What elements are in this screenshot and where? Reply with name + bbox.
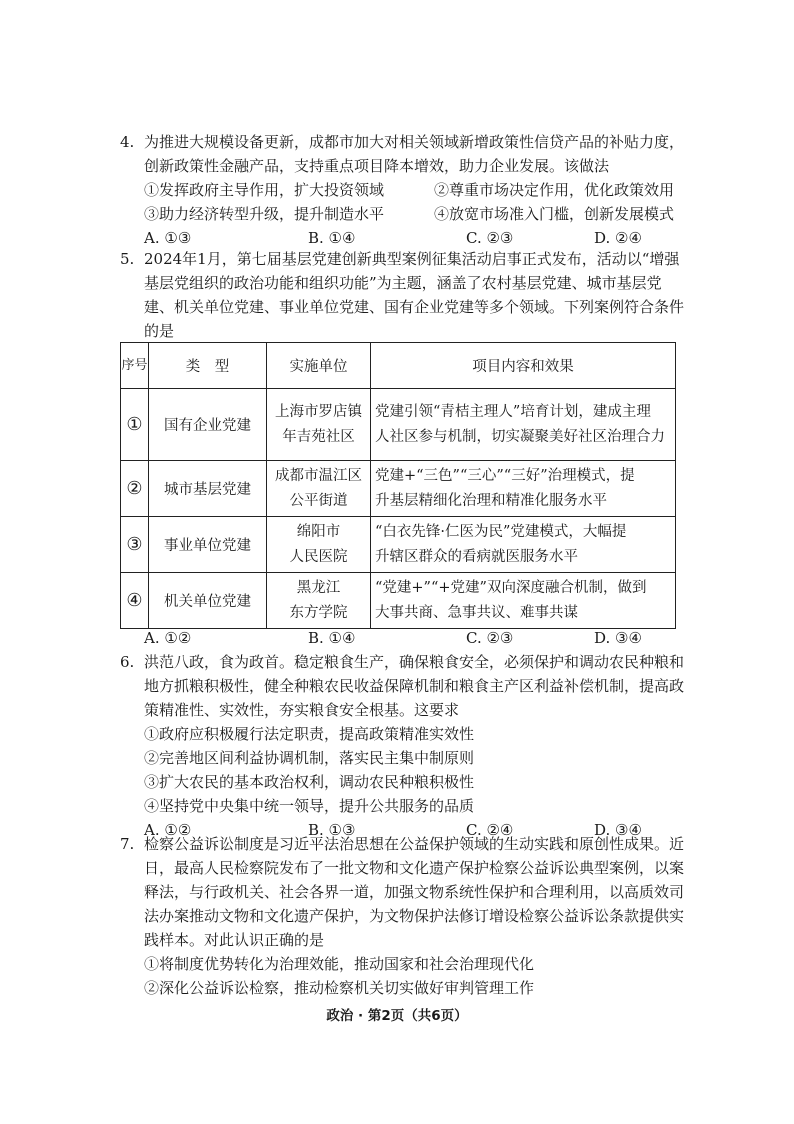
question-5 (120, 247, 685, 343)
table-row (121, 517, 676, 573)
answer-choice: A. ①② (144, 821, 192, 839)
question-number: 5. (120, 250, 135, 268)
statement-option: ②深化公益诉讼检察，推动检察机关切实做好审判管理工作 (144, 979, 535, 997)
question-text-line: 策精准性、实效性，夯实粮食安全根基。这要求 (144, 701, 460, 719)
answer-choice: D. ②④ (594, 229, 642, 247)
answer-choice: D. ③④ (594, 821, 642, 839)
row-type: 国有企业党建 (149, 389, 267, 461)
table-header-unit: 实施单位 (267, 343, 371, 389)
question-text-line: 地方抓粮积极性，健全种粮农民收益保障机制和粮食主产区利益补偿机制，提高政 (144, 677, 685, 695)
statement-option: ④坚持党中央集中统一领导，提升公共服务的品质 (144, 797, 475, 815)
question-text-line: 释法，与行政机关、社会各界一道，加强文物系统性保护和合理利用，以高质效司 (144, 883, 685, 901)
question-number: 6. (120, 653, 135, 671)
table-header-content: 项目内容和效果 (371, 343, 676, 389)
question-text-line: 日，最高人民检察院发布了一批文物和文化遗产保护检察公益诉讼典型案例，以案 (144, 859, 685, 877)
statement-option: ②完善地区间利益协调机制，落实民主集中制原则 (144, 749, 475, 767)
question-text-line: 检察公益诉讼制度是习近平法治思想在公益保护领域的生动实践和原创性成果。近 (144, 835, 685, 853)
question-text-line: 法办案推动文物和文化遗产保护，为文物保护法修订增设检察公益诉讼条款提供实 (144, 907, 685, 925)
row-content: 党建+“三色”“三心”“三好”治理模式，提 升基层精细化治理和精准化服务水平 (371, 461, 676, 517)
question-text-line: 的是 (144, 322, 175, 340)
statement-option: ①发挥政府主导作用，扩大投资领域 (144, 181, 385, 199)
question-text-line: 为推进大规模设备更新，成都市加大对相关领域新增政策性信贷产品的补贴力度， (144, 133, 685, 151)
row-unit: 上海市罗店镇 年吉苑社区 (267, 389, 371, 461)
page-footer: 政治 · 第2页（共6页） (326, 1008, 468, 1024)
row-number: ③ (121, 517, 149, 573)
row-content: 党建引领“青桔主理人”培育计划，建成主理 人社区参与机制，切实凝聚美好社区治理合力 (371, 389, 676, 461)
table-header-type: 类 型 (149, 343, 267, 389)
question-5-answers (120, 626, 680, 650)
statement-option: ④放宽市场准入门槛，创新发展模式 (434, 205, 675, 223)
question-text-line: 2024年1月，第七届基层党建创新典型案例征集活动启事正式发布，活动以“增强 (144, 250, 680, 268)
answer-choice: C. ②③ (466, 629, 514, 647)
row-content: “白衣先锋·仁医为民”党建模式，大幅提 升辖区群众的看病就医服务水平 (371, 517, 676, 573)
answer-choice: A. ①② (144, 629, 192, 647)
question-4 (120, 130, 685, 250)
statement-option: ③助力经济转型升级，提升制造水平 (144, 205, 385, 223)
question-number: 4. (120, 133, 135, 151)
question-text-line: 建、机关单位党建、事业单位党建、国有企业党建等多个领域。下列案例符合条件 (144, 298, 685, 316)
statement-option: ①政府应积极履行法定职责，提高政策精准实效性 (144, 725, 475, 743)
question-6 (120, 650, 685, 842)
row-type: 城市基层党建 (149, 461, 267, 517)
statement-option: ①将制度优势转化为治理效能，推动国家和社会治理现代化 (144, 955, 535, 973)
answer-choice: A. ①③ (144, 229, 192, 247)
statement-option: ②尊重市场决定作用，优化政策效用 (434, 181, 675, 199)
table-header-number: 序号 (121, 343, 149, 389)
row-type: 事业单位党建 (149, 517, 267, 573)
question-text-line: 创新政策性金融产品，支持重点项目降本增效，助力企业发展。该做法 (144, 157, 610, 175)
answer-choice: C. ②④ (466, 821, 514, 839)
table-row (121, 573, 676, 629)
row-unit: 黑龙江 东方学院 (267, 573, 371, 629)
answer-choice: C. ②③ (466, 229, 514, 247)
answer-choice: B. ①④ (308, 229, 356, 247)
row-unit: 绵阳市 人民医院 (267, 517, 371, 573)
question-text-line: 洪范八政，食为政首。稳定粮食生产，确保粮食安全，必须保护和调动农民种粮和 (144, 653, 685, 671)
row-type: 机关单位党建 (149, 573, 267, 629)
answer-choice: B. ①④ (308, 629, 356, 647)
question-number: 7. (120, 835, 135, 853)
table-row (121, 461, 676, 517)
row-number: ② (121, 461, 149, 517)
question-7 (120, 832, 685, 1000)
table-row (121, 389, 676, 461)
question-text-line: 践样本。对此认识正确的是 (144, 931, 325, 949)
answer-choice: D. ③④ (594, 629, 642, 647)
row-number: ④ (121, 573, 149, 629)
statement-option: ③扩大农民的基本政治权利，调动农民种粮积极性 (144, 773, 475, 791)
row-unit: 成都市温江区 公平街道 (267, 461, 371, 517)
row-number: ① (121, 389, 149, 461)
case-table (120, 342, 676, 629)
answer-choice: B. ①③ (308, 821, 356, 839)
question-text-line: 基层党组织的政治功能和组织功能”为主题，涵盖了农村基层党建、城市基层党 (144, 274, 662, 292)
row-content: “党建+”“+党建”双向深度融合机制，做到 大事共商、急事共议、难事共谋 (371, 573, 676, 629)
